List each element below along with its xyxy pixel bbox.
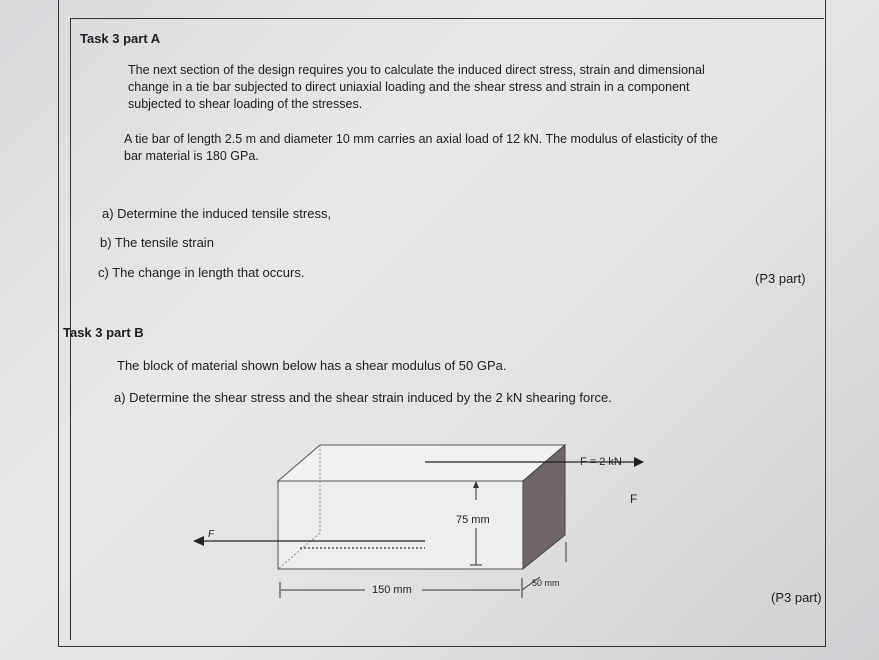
block-top-face <box>278 445 565 481</box>
length-label: 150 mm <box>372 584 412 596</box>
part-b-intro: The block of material shown below has a shear modulus of 50 GPa. <box>117 358 507 373</box>
part-a-marks: (P3 part) <box>755 271 806 286</box>
intro-line: The next section of the design requires you to calculate the induced direct stress, strain and dimensional <box>128 63 705 77</box>
depth-label: 50 mm <box>532 578 560 588</box>
question-c: c) The change in length that occurs. <box>98 265 305 280</box>
part-b-question: a) Determine the shear stress and the shear strain induced by the 2 kN shearing force. <box>114 390 612 405</box>
force-top-arrowhead <box>634 457 644 467</box>
problem-line: bar material is 180 GPa. <box>124 149 259 163</box>
intro-line: change in a tie bar subjected to direct uniaxial loading and the shear stress and strain in a component <box>128 80 690 94</box>
intro-line: subjected to shear loading of the stresses. <box>128 97 363 111</box>
force-top-label: F = 2 kN <box>580 456 622 468</box>
problem-line: A tie bar of length 2.5 m and diameter 10 mm carries an axial load of 12 kN. The modulus of elasticity of the <box>124 132 718 146</box>
force-left-arrowhead <box>193 536 204 546</box>
force-right-label: F <box>630 492 638 506</box>
part-b-marks: (P3 part) <box>771 590 822 605</box>
part-a-heading: Task 3 part A <box>80 31 161 46</box>
question-a: a) Determine the induced tensile stress, <box>102 206 332 221</box>
part-b-heading: Task 3 part B <box>63 325 144 340</box>
height-label: 75 mm <box>456 514 490 526</box>
force-left-label: F <box>208 529 215 540</box>
question-b: b) The tensile strain <box>100 235 214 250</box>
